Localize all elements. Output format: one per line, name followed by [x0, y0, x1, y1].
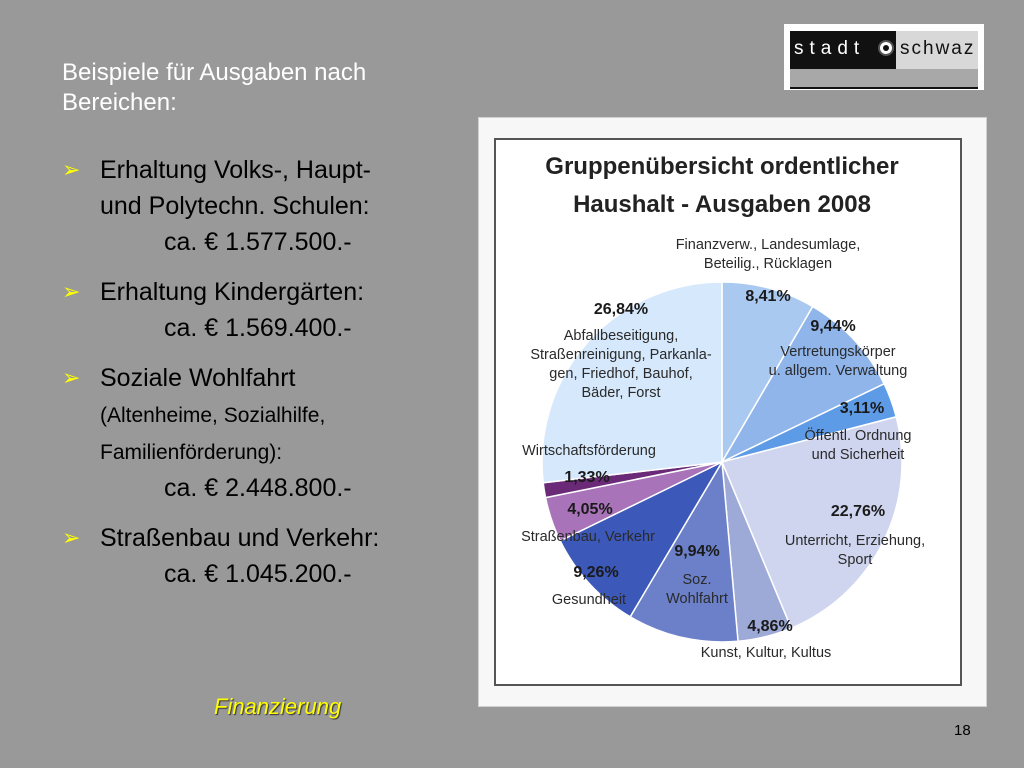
slice-name-label: Straßenreinigung, Parkanla- — [530, 347, 712, 363]
bullet-text: Erhaltung Volks-, Haupt- — [100, 156, 371, 184]
page-number: 18 — [954, 722, 971, 739]
finanzierung-link[interactable]: Finanzierung — [214, 694, 342, 719]
slice-name-label: gen, Friedhof, Bauhof, — [549, 366, 693, 382]
slice-name-label: Beteilig., Rücklagen — [703, 256, 833, 272]
slice-name-label: Sport — [837, 552, 873, 568]
bullet-text: Familienförderung): — [100, 441, 283, 464]
slice-name-label: Wohlfahrt — [666, 591, 728, 607]
slice-name-label: Soz. — [682, 572, 712, 588]
slice-percent-label: 9,26% — [573, 564, 619, 581]
slice-percent-label: 4,05% — [567, 501, 613, 518]
slice-percent-label: 26,84% — [593, 301, 649, 318]
bullet-arrow-icon: ➢ — [62, 279, 81, 304]
logo-word-schwaz: schwaz — [900, 38, 976, 59]
slice-name-label: Vertretungskörper — [780, 344, 896, 360]
bullet-text: Soziale Wohlfahrt — [100, 364, 296, 392]
slide-title-line2: Bereichen: — [62, 89, 177, 116]
logo-word-stadt: stadt — [794, 38, 866, 59]
bullet-text: Erhaltung Kindergärten: — [100, 278, 365, 306]
slice-percent-label: 4,86% — [747, 618, 793, 635]
slice-percent-label: 9,94% — [674, 543, 720, 560]
chart-title-line1: Gruppenübersicht ordentlicher — [545, 153, 899, 180]
bullet-text: (Altenheime, Sozialhilfe, — [100, 404, 326, 427]
chart-title-line2: Haushalt - Ausgaben 2008 — [573, 191, 871, 218]
bullet-amount: ca. € 1.569.400.- — [164, 314, 352, 342]
slice-percent-label: 8,41% — [745, 288, 791, 305]
bullet-arrow-icon: ➢ — [62, 525, 81, 550]
slice-name-label: und Sicherheit — [811, 447, 905, 463]
slice-name-label: u. allgem. Verwaltung — [768, 363, 908, 379]
slice-name-label: Wirtschaftsförderung — [522, 443, 656, 459]
slice-percent-label: 3,11% — [839, 400, 885, 417]
slice-name-label: Öffentl. Ordnung — [804, 428, 912, 444]
bullet-text: und Polytechn. Schulen: — [100, 192, 370, 220]
bullet-amount: ca. € 2.448.800.- — [164, 474, 352, 502]
bullet-arrow-icon: ➢ — [62, 157, 81, 182]
slice-percent-label: 1,33% — [564, 469, 610, 486]
slice-name-label: Bäder, Forst — [581, 385, 661, 401]
slice-percent-label: 9,44% — [810, 318, 856, 335]
slice-name-label: Gesundheit — [551, 592, 627, 608]
slice-name-label: Straßenbau, Verkehr — [521, 529, 655, 545]
slice-name-label: Finanzverw., Landesumlage, — [675, 237, 861, 253]
slide-title-line1: Beispiele für Ausgaben nach — [62, 59, 367, 86]
slice-name-label: Abfallbeseitigung, — [563, 328, 679, 344]
slice-name-label: Unterricht, Erziehung, — [784, 533, 926, 549]
slice-name-label: Kunst, Kultur, Kultus — [700, 645, 832, 661]
slice-percent-label: 22,76% — [830, 503, 886, 520]
bullet-text: Straßenbau und Verkehr: — [100, 524, 380, 552]
bullet-amount: ca. € 1.045.200.- — [164, 560, 352, 588]
bullet-arrow-icon: ➢ — [62, 365, 81, 390]
bullet-amount: ca. € 1.577.500.- — [164, 228, 352, 256]
